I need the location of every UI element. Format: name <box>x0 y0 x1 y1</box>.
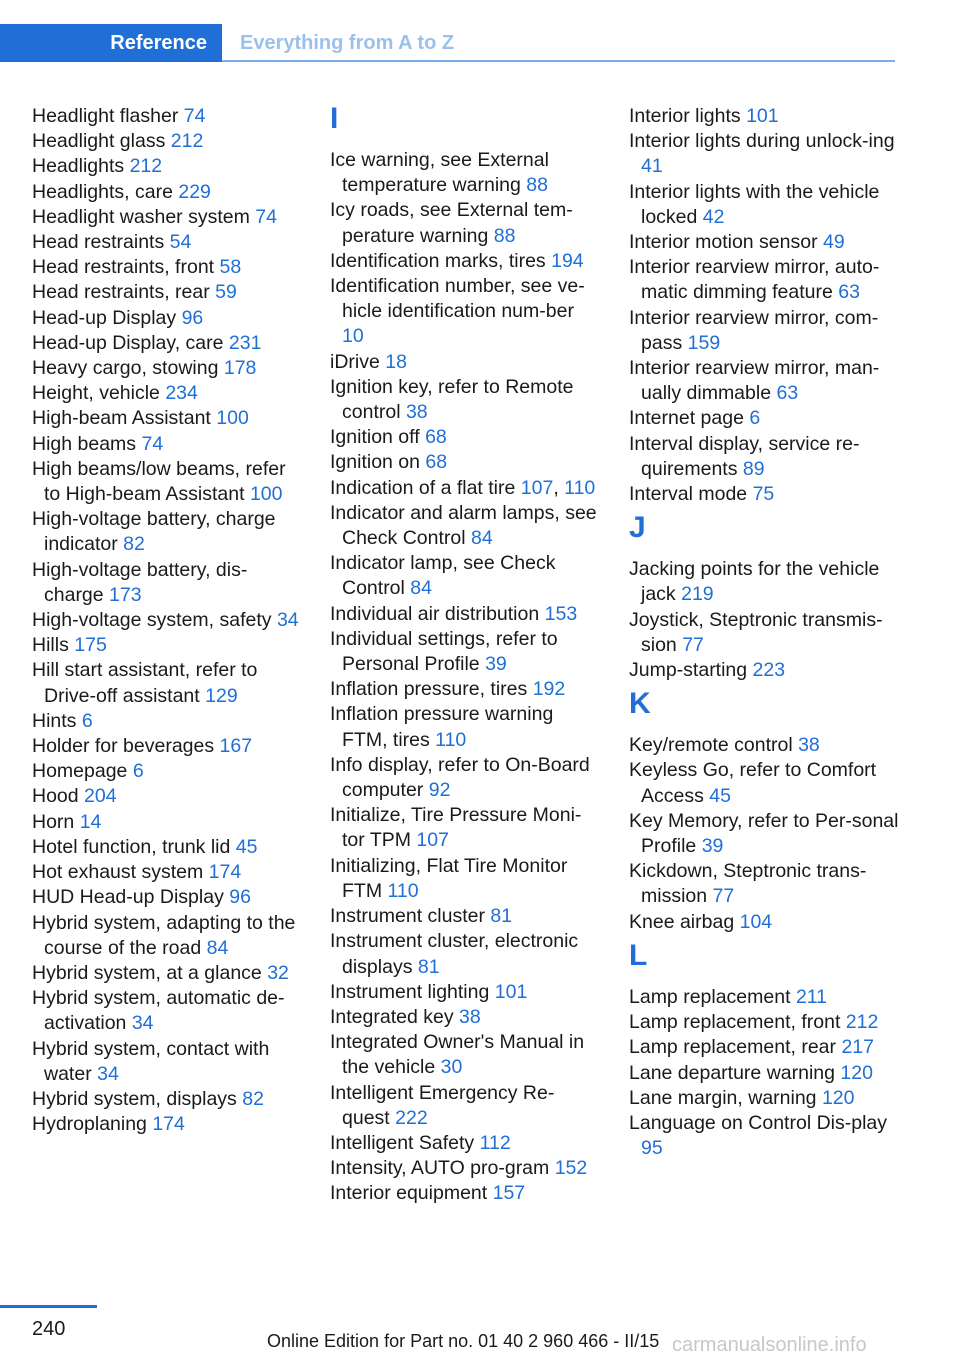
index-entry <box>330 929 600 979</box>
index-term: Initialize, Tire Pressure Moni-tor TPM <box>330 804 582 852</box>
page-link[interactable]: 173 <box>109 583 142 606</box>
index-term: Ignition off <box>330 426 420 449</box>
index-entry <box>330 753 600 803</box>
index-term: Lane departure warning <box>629 1061 835 1084</box>
index-entry <box>32 381 302 406</box>
page-link[interactable]: 68 <box>425 451 448 474</box>
index-entry <box>32 104 302 129</box>
index-term: Jump-starting <box>629 659 748 682</box>
page-link[interactable]: 174 <box>208 861 242 884</box>
page-link[interactable]: 6 <box>749 407 761 430</box>
index-entry <box>330 1131 600 1156</box>
page-link[interactable]: 63 <box>838 281 860 304</box>
page-link[interactable]: 96 <box>229 886 251 909</box>
index-entry <box>330 249 600 274</box>
page-link[interactable]: 34 <box>131 1012 154 1035</box>
index-term: Headlights <box>32 155 125 178</box>
index-entry <box>32 507 302 557</box>
page-link[interactable]: 81 <box>490 905 513 928</box>
index-term: Intensity, AUTO pro-gram <box>330 1157 550 1180</box>
index-term: Identification number, see ve-hicle identification num-ber <box>330 275 585 323</box>
index-term: Lamp replacement, rear <box>629 1036 837 1059</box>
index-entry <box>629 859 899 909</box>
index-entry <box>32 280 302 305</box>
page-link[interactable]: 88 <box>493 224 516 247</box>
index-column-1 <box>32 104 302 1137</box>
index-term: Info display, refer to On-Board computer <box>330 753 590 802</box>
index-term: Head restraints, front <box>32 256 215 279</box>
index-entry <box>629 658 899 683</box>
index-term: iDrive <box>330 350 380 373</box>
index-entry <box>629 482 899 507</box>
index-entry <box>330 350 600 375</box>
page-link[interactable]: 231 <box>228 331 262 354</box>
page-link[interactable]: 68 <box>425 426 447 449</box>
index-entry <box>32 860 302 885</box>
page-link[interactable]: 153 <box>544 602 578 625</box>
index-entry <box>32 608 302 633</box>
index-entry <box>330 1156 600 1181</box>
index-term: Intelligent Emergency Re-quest <box>330 1081 555 1129</box>
page-link[interactable]: 42 <box>702 205 725 228</box>
page-link[interactable]: 74 <box>141 432 164 455</box>
index-entry <box>330 702 600 752</box>
index-entry <box>629 809 899 859</box>
index-entry <box>330 677 600 702</box>
page-link[interactable]: 77 <box>682 633 704 656</box>
section-letter-l: L <box>629 938 648 972</box>
index-term: Key Memory, refer to Per-sonal Profile <box>629 809 899 858</box>
index-entry <box>32 961 302 986</box>
index-entry <box>330 375 600 425</box>
index-entry <box>32 986 302 1036</box>
page-link[interactable]: 30 <box>440 1056 463 1079</box>
index-term: Hybrid system, displays <box>32 1087 237 1110</box>
index-term: Hints <box>32 709 77 732</box>
page-link[interactable]: 110 <box>435 728 467 751</box>
index-entry <box>32 432 302 457</box>
index-term: Ignition key, refer to Remote control <box>330 375 574 424</box>
index-entry <box>629 306 899 356</box>
index-entry <box>32 205 302 230</box>
index-term: Jacking points for the vehicle jack <box>629 558 880 606</box>
index-term: Headlights, care <box>32 180 173 203</box>
index-entry <box>32 911 302 961</box>
index-entry <box>330 1030 600 1080</box>
index-entry <box>629 1086 899 1111</box>
index-term: Hybrid system, automatic de-activation <box>32 987 285 1035</box>
index-entry <box>32 406 302 431</box>
index-term: Ice warning, see External temperature warning <box>330 149 549 197</box>
index-entry <box>629 733 899 758</box>
page-separator: , <box>553 476 559 499</box>
index-term: Hydroplaning <box>32 1113 147 1136</box>
index-term: Hood <box>32 785 79 808</box>
index-term: Instrument cluster, electronic displays <box>330 930 579 978</box>
index-term: Key/remote control <box>629 734 793 757</box>
page-link[interactable]: 88 <box>526 174 548 197</box>
index-term: Kickdown, Steptronic trans-mission <box>629 860 867 908</box>
index-term: Lamp replacement, front <box>629 1011 841 1034</box>
index-term: Heavy cargo, stowing <box>32 357 219 380</box>
page-link[interactable]: 41 <box>641 155 663 178</box>
index-entry <box>629 910 899 935</box>
index-term: Language on Control Dis-play <box>629 1111 887 1134</box>
section-tab-reference[interactable]: Reference <box>0 24 222 62</box>
index-term: Identification marks, tires <box>330 249 546 272</box>
index-term: Individual air distribution <box>330 602 540 625</box>
index-entry <box>32 255 302 280</box>
index-term: Head restraints, rear <box>32 281 210 304</box>
header-rule <box>222 60 895 62</box>
page-link[interactable]: 101 <box>746 105 779 127</box>
index-term: Hybrid system, at a glance <box>32 961 262 984</box>
page-link[interactable]: 84 <box>410 577 432 600</box>
index-entry <box>629 432 899 482</box>
page-link[interactable]: 222 <box>395 1106 428 1129</box>
index-entry <box>32 810 302 835</box>
index-entry <box>32 180 302 205</box>
page-link[interactable]: 152 <box>554 1157 588 1180</box>
index-entry <box>629 180 899 230</box>
page-link[interactable]: 6 <box>81 709 93 732</box>
index-entry <box>629 230 899 255</box>
page-link[interactable]: 120 <box>821 1086 855 1109</box>
page-link[interactable]: 34 <box>276 609 299 632</box>
index-term: Interior motion sensor <box>629 231 818 254</box>
page-link[interactable]: 101 <box>494 980 528 1003</box>
page-link[interactable]: 110 <box>564 476 596 499</box>
page-link[interactable]: 38 <box>459 1005 481 1028</box>
index-term: Hotel function, trunk lid <box>32 835 231 858</box>
index-term: High-voltage battery, dis-charge <box>32 558 248 606</box>
page-link[interactable]: 39 <box>485 653 507 676</box>
page-link[interactable]: 107 <box>416 829 449 852</box>
index-term: High beams <box>32 432 137 455</box>
index-entry <box>330 602 600 627</box>
index-entry <box>330 450 600 475</box>
page-link[interactable]: 204 <box>84 785 117 808</box>
index-term: Hills <box>32 634 69 657</box>
page-link[interactable]: 92 <box>428 779 451 802</box>
page-link[interactable]: 59 <box>215 281 237 304</box>
page-link[interactable]: 175 <box>74 634 107 657</box>
index-entry <box>32 306 302 331</box>
page-link[interactable]: 14 <box>79 810 102 833</box>
page-link[interactable]: 84 <box>206 936 229 959</box>
index-term: High-beam Assistant <box>32 407 211 430</box>
section-letter-k: K <box>629 687 651 721</box>
index-term: Interior lights <box>629 105 741 127</box>
index-entry <box>330 425 600 450</box>
page-link[interactable]: 234 <box>165 382 198 405</box>
page-link[interactable]: 74 <box>183 105 206 127</box>
page-link[interactable]: 96 <box>181 306 204 329</box>
index-entry <box>32 1037 302 1087</box>
page-link[interactable]: 89 <box>742 457 765 480</box>
index-term: Icy roads, see External tem-perature warning <box>330 199 573 247</box>
index-entry <box>629 255 899 305</box>
index-entry <box>32 230 302 255</box>
page-link[interactable]: 58 <box>219 256 242 279</box>
index-entry <box>629 129 899 179</box>
index-term: Interior rearview mirror, man-ually dimmable <box>629 357 880 405</box>
page-link[interactable]: 54 <box>169 231 192 254</box>
index-term: Homepage <box>32 760 128 783</box>
index-term: Inflation pressure warning FTM, tires <box>330 703 554 751</box>
page-link[interactable]: 39 <box>701 835 724 858</box>
index-entry <box>629 985 899 1010</box>
page-link[interactable]: 38 <box>798 734 820 757</box>
page-link[interactable]: 174 <box>152 1113 185 1136</box>
page-link[interactable]: 129 <box>205 684 238 707</box>
page-link[interactable]: 100 <box>216 407 249 430</box>
index-entry <box>32 885 302 910</box>
index-term: Head-up Display <box>32 306 177 329</box>
index-term: Indicator and alarm lamps, see Check Control <box>330 501 597 550</box>
index-term: Interval display, service re-quirements <box>629 432 860 480</box>
page-link[interactable]: 212 <box>170 130 204 153</box>
index-term: Head-up Display, care <box>32 331 224 354</box>
index-entry <box>330 551 600 601</box>
index-term: Interior rearview mirror, auto-matic dimming feature <box>629 256 880 304</box>
page-link[interactable]: 38 <box>405 401 428 424</box>
page-link[interactable]: 10 <box>342 325 364 348</box>
page-link[interactable]: 211 <box>795 985 828 1008</box>
index-entry <box>629 758 899 808</box>
index-entry <box>330 980 600 1005</box>
page-link[interactable]: 63 <box>776 382 799 405</box>
index-term: Hybrid system, adapting to the course of the road <box>32 911 296 959</box>
index-term: Hybrid system, contact with water <box>32 1037 270 1085</box>
index-entry <box>32 1112 302 1137</box>
index-term: Lamp replacement <box>629 985 791 1008</box>
page-link[interactable]: 223 <box>752 659 786 682</box>
index-entry <box>629 1035 899 1060</box>
index-entry <box>330 476 600 501</box>
page-link[interactable]: 82 <box>242 1087 264 1110</box>
page-link[interactable]: 6 <box>132 760 144 783</box>
index-term: High-voltage system, safety <box>32 609 272 632</box>
index-entry <box>32 356 302 381</box>
watermark: carmanualsonline.info <box>672 1334 867 1356</box>
index-entry <box>330 501 600 551</box>
index-term: Joystick, Steptronic transmis-sion <box>629 608 883 656</box>
index-entry <box>330 1181 600 1206</box>
index-term: Hill start assistant, refer to Drive-off assistant <box>32 659 258 707</box>
page-number-bar <box>0 1305 97 1308</box>
index-entry <box>32 331 302 356</box>
index-entry <box>32 835 302 860</box>
index-entry <box>330 274 600 350</box>
index-entry <box>330 1081 600 1131</box>
index-term: Knee airbag <box>629 910 735 933</box>
page-link[interactable]: 120 <box>840 1061 873 1084</box>
index-entry <box>32 784 302 809</box>
index-column-3 <box>629 104 899 1161</box>
index-entry <box>32 734 302 759</box>
page-link[interactable]: 49 <box>823 231 845 254</box>
index-term: High beams/low beams, refer to High-beam Assistant <box>32 457 286 506</box>
index-entry <box>32 658 302 708</box>
index-term: Instrument lighting <box>330 980 490 1003</box>
index-entry <box>32 457 302 507</box>
index-entry <box>330 1005 600 1030</box>
index-entry <box>330 904 600 929</box>
index-term: Interior rearview mirror, com-pass <box>629 306 879 354</box>
index-term: Ignition on <box>330 451 420 474</box>
page-header <box>0 24 895 62</box>
index-term: Individual settings, refer to Personal Profile <box>330 627 558 676</box>
page-link[interactable]: 167 <box>219 735 253 758</box>
page-link[interactable]: 77 <box>712 885 735 908</box>
page-link[interactable]: 81 <box>417 955 440 978</box>
index-term: Interior lights during unlock-ing <box>629 130 895 153</box>
edition-footer: Online Edition for Part no. 01 40 2 960 466 - II/15 <box>267 1331 660 1351</box>
index-entry <box>32 129 302 154</box>
index-term: Initializing, Flat Tire Monitor FTM <box>330 854 568 902</box>
index-column-2 <box>330 104 600 1207</box>
index-term: Integrated key <box>330 1005 454 1028</box>
page-link[interactable]: 74 <box>255 205 277 228</box>
page-link[interactable]: 104 <box>739 910 773 933</box>
index-term: Intelligent Safety <box>330 1131 475 1154</box>
page-link[interactable]: 192 <box>532 678 566 701</box>
page-link[interactable]: 217 <box>841 1036 874 1059</box>
index-term: Internet page <box>629 407 744 430</box>
index-entry <box>629 406 899 431</box>
index-entry <box>629 356 899 406</box>
page-link[interactable]: 229 <box>178 180 211 203</box>
index-term: Indication of a flat tire <box>330 476 516 499</box>
index-term: Height, vehicle <box>32 382 160 405</box>
page-link[interactable]: 107 <box>520 476 554 499</box>
page-link[interactable]: 212 <box>129 155 163 178</box>
index-entry <box>330 148 600 198</box>
index-entry <box>32 558 302 608</box>
index-term: Interior equipment <box>330 1182 488 1205</box>
page-link[interactable]: 112 <box>479 1131 511 1154</box>
section-letter-j: J <box>629 511 646 545</box>
page-link[interactable]: 95 <box>641 1137 663 1160</box>
page-link[interactable]: 45 <box>709 784 731 807</box>
page-link[interactable]: 100 <box>249 483 283 506</box>
page-link[interactable]: 18 <box>385 350 407 373</box>
index-term: Head restraints <box>32 231 165 254</box>
index-term: Indicator lamp, see Check Control <box>330 552 556 600</box>
page-link[interactable]: 212 <box>845 1011 879 1034</box>
index-entry <box>32 759 302 784</box>
index-entry <box>629 1111 899 1161</box>
page-link[interactable]: 110 <box>387 879 419 902</box>
index-entry <box>32 154 302 179</box>
page-link[interactable]: 34 <box>97 1062 119 1085</box>
page-link[interactable]: 219 <box>681 583 714 606</box>
index-term: Hot exhaust system <box>32 861 204 884</box>
index-entry <box>32 709 302 734</box>
page-link[interactable]: 194 <box>551 249 584 272</box>
index-term: Interior lights with the vehicle locked <box>629 180 880 228</box>
index-term: Inflation pressure, tires <box>330 678 528 701</box>
index-term: Interval mode <box>629 483 748 506</box>
index-term: Keyless Go, refer to Comfort Access <box>629 759 877 807</box>
index-entry <box>629 608 899 658</box>
index-entry <box>32 1087 302 1112</box>
page-link[interactable]: 82 <box>123 533 145 556</box>
index-entry <box>330 854 600 904</box>
index-entry <box>330 627 600 677</box>
index-entry <box>330 803 600 853</box>
index-term: High-voltage battery, charge indicator <box>32 508 276 556</box>
index-entry <box>629 1010 899 1035</box>
page-number: 240 <box>32 1318 66 1340</box>
section-subtitle[interactable]: Everything from A to Z <box>240 31 455 54</box>
page-link[interactable]: 45 <box>235 835 258 858</box>
index-term: Holder for beverages <box>32 735 215 758</box>
index-term: Horn <box>32 810 75 833</box>
index-term: Headlight washer system <box>32 205 250 228</box>
page-link[interactable]: 157 <box>492 1182 526 1205</box>
page-link[interactable]: 84 <box>470 527 493 550</box>
index-entry <box>330 198 600 248</box>
index-term: Integrated Owner's Manual in the vehicle <box>330 1031 585 1079</box>
page-link[interactable]: 178 <box>223 357 257 380</box>
index-term: HUD Head-up Display <box>32 886 224 909</box>
index-term: Instrument cluster <box>330 905 485 928</box>
index-entry <box>32 633 302 658</box>
page-link[interactable]: 32 <box>267 961 289 984</box>
page-link[interactable]: 159 <box>687 331 721 354</box>
index-term: Lane margin, warning <box>629 1086 817 1109</box>
index-entry <box>629 557 899 607</box>
section-letter-i: I <box>330 102 339 135</box>
index-term: Headlight flasher <box>32 105 179 127</box>
page-link[interactable]: 75 <box>752 483 775 506</box>
index-entry <box>629 1061 899 1086</box>
index-entry <box>629 104 899 129</box>
index-term: Headlight glass <box>32 130 166 153</box>
